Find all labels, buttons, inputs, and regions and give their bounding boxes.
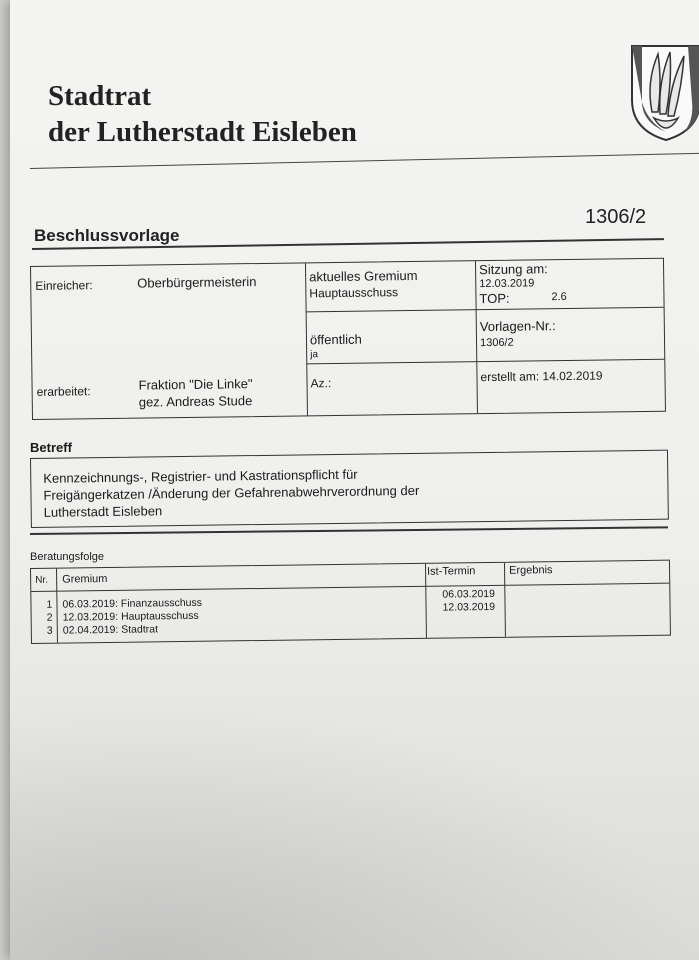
header-ergebnis: Ergebnis: [508, 564, 553, 577]
sitzung-label: Sitzung am:: [478, 261, 548, 278]
erarbeitet-label: erarbeitet:: [36, 384, 91, 399]
oeffentlich-label: öffentlich: [309, 331, 362, 348]
info-table: [30, 258, 666, 420]
betreff-line-3: Lutherstadt Eisleben: [43, 503, 163, 520]
table-row-1-nr: 1: [46, 598, 53, 611]
erarbeitet-line-2: gez. Andreas Stude: [138, 393, 253, 410]
betreff-line-1: Kennzeichnungs-, Registrier- und Kastrationspflicht für: [43, 466, 358, 486]
beratungsfolge-label: Beratungsfolge: [30, 551, 104, 563]
einreicher-label: Einreicher:: [35, 278, 93, 293]
table-row-3-nr: 3: [46, 624, 53, 637]
betreff-line-2: Freigängerkatzen /Änderung der Gefahrenabwehrverordnung der: [43, 482, 420, 503]
betreff-label: Betreff: [30, 440, 72, 455]
table-row-3-gremium: 02.04.2019: Stadtrat: [62, 623, 159, 637]
einreicher-value: Oberbürgermeisterin: [137, 274, 257, 291]
document-page: [10, 0, 699, 960]
table-row-2-gremium: 12.03.2019: Hauptausschuss: [62, 609, 199, 624]
erarbeitet-line-1: Fraktion "Die Linke": [138, 376, 253, 393]
header-rule: [30, 153, 699, 169]
beratungsfolge-table: [30, 560, 671, 644]
header-termin: Ist-Termin: [427, 565, 476, 578]
document-number: 1306/2: [585, 206, 647, 228]
table-row-1-termin: 06.03.2019: [442, 587, 496, 601]
az-label: Az.:: [310, 376, 332, 391]
header-nr: Nr.: [35, 574, 49, 586]
sitzung-date: 12.03.2019: [479, 277, 535, 291]
erstellt-date: erstellt am: 14.02.2019: [480, 368, 603, 385]
vorlagen-value: 1306/2: [479, 336, 514, 350]
top-value: 2.6: [551, 290, 567, 304]
oeffentlich-value: ja: [310, 349, 319, 361]
document-type: Beschlussvorlage: [34, 226, 180, 245]
gremium-value: Hauptausschuss: [309, 285, 399, 301]
betreff-rule: [30, 526, 668, 535]
title-line-1: Stadtrat: [48, 80, 152, 112]
table-row-2-nr: 2: [46, 611, 53, 624]
title-line-2: der Lutherstadt Eisleben: [48, 116, 357, 148]
coat-of-arms-wing-icon: [628, 42, 699, 142]
header-gremium: Gremium: [62, 572, 108, 586]
betreff-box: [30, 450, 669, 528]
page-title: [48, 78, 357, 150]
top-label: TOP:: [479, 290, 510, 307]
table-row-2-termin: 12.03.2019: [442, 600, 496, 614]
vorlagen-label: Vorlagen-Nr.:: [479, 318, 556, 335]
table-row-1-gremium: 06.03.2019: Finanzausschuss: [62, 596, 203, 611]
gremium-label: aktuelles Gremium: [309, 267, 418, 285]
